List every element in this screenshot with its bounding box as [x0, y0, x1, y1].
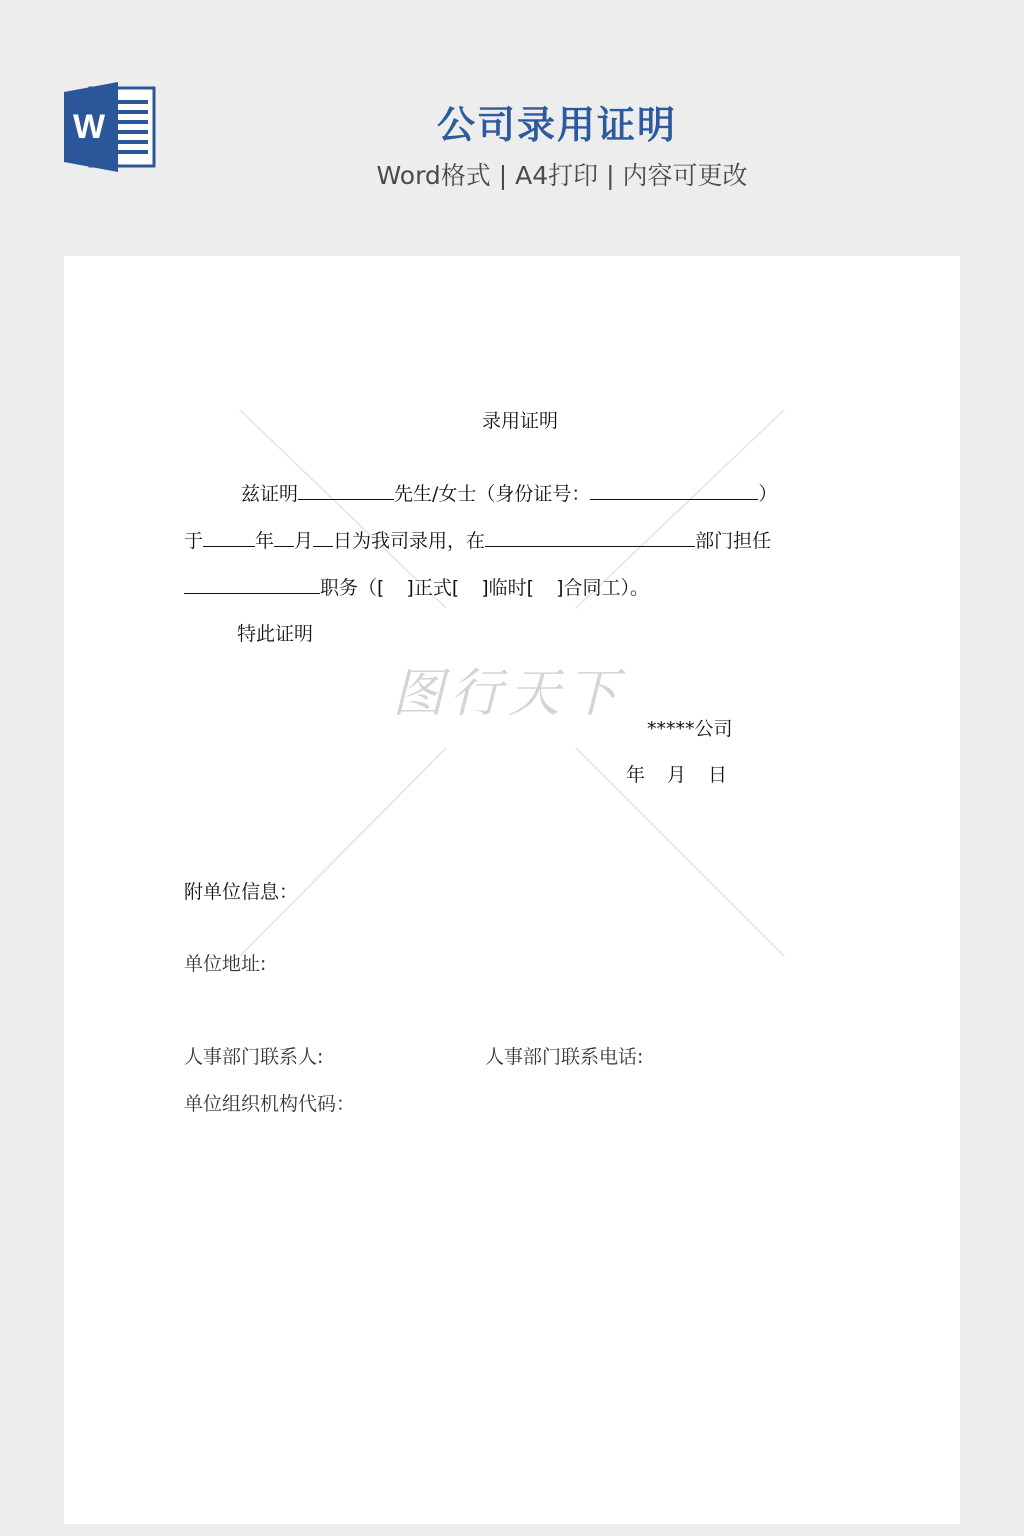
signature-date [626, 762, 727, 788]
paragraph-1 [241, 481, 777, 507]
month-blank[interactable] [274, 528, 294, 547]
hr-phone-label: 人事部门联系电话: [485, 1046, 644, 1068]
department-blank[interactable] [485, 528, 695, 547]
company-signature: *****公司 [647, 718, 733, 740]
para2-text-2: 年 [255, 530, 275, 552]
para2-text-3: 月 [294, 530, 314, 552]
hr-contact-label: 人事部门联系人: [184, 1046, 324, 1068]
page-title: 公司录用证明 [436, 103, 677, 147]
document-title: 录用证明 [481, 410, 558, 432]
name-blank[interactable] [298, 481, 394, 500]
para2-text-4: 日为我司录用，在 [333, 530, 486, 552]
address-label: 单位地址: [184, 953, 267, 975]
page-subtitle: Word格式 | A4打印 | 内容可更改 [376, 161, 748, 190]
paragraph-3 [184, 575, 649, 601]
para2-text-5: 部门担任 [695, 530, 772, 552]
org-code-label: 单位组织机构代码： [184, 1093, 356, 1115]
date-month: 月 [667, 764, 687, 786]
para3-text-4: ]合同工）。 [556, 577, 649, 599]
document-page [64, 256, 960, 1524]
closing-text: 特此证明 [237, 623, 314, 645]
date-day: 日 [708, 764, 728, 786]
day-blank[interactable] [313, 528, 333, 547]
para3-text-3: ]临时[ [481, 577, 535, 599]
attach-title: 附单位信息： [184, 881, 299, 903]
para2-text-1: 于 [184, 530, 204, 552]
para1-text-3: ） [758, 483, 778, 505]
svg-text:W: W [72, 108, 106, 146]
position-blank[interactable] [184, 575, 320, 594]
year-blank[interactable] [203, 528, 255, 547]
paragraph-2 [184, 528, 771, 554]
id-number-blank[interactable] [590, 481, 758, 500]
para3-text-1: 职务（[ [320, 577, 385, 599]
para1-text-1: 兹证明 [241, 483, 299, 505]
watermark-text: 图行天下 [392, 664, 625, 724]
para1-text-2: 先生/女士（身份证号： [394, 483, 591, 505]
date-year: 年 [626, 764, 646, 786]
para3-text-2: ]正式[ [406, 577, 460, 599]
